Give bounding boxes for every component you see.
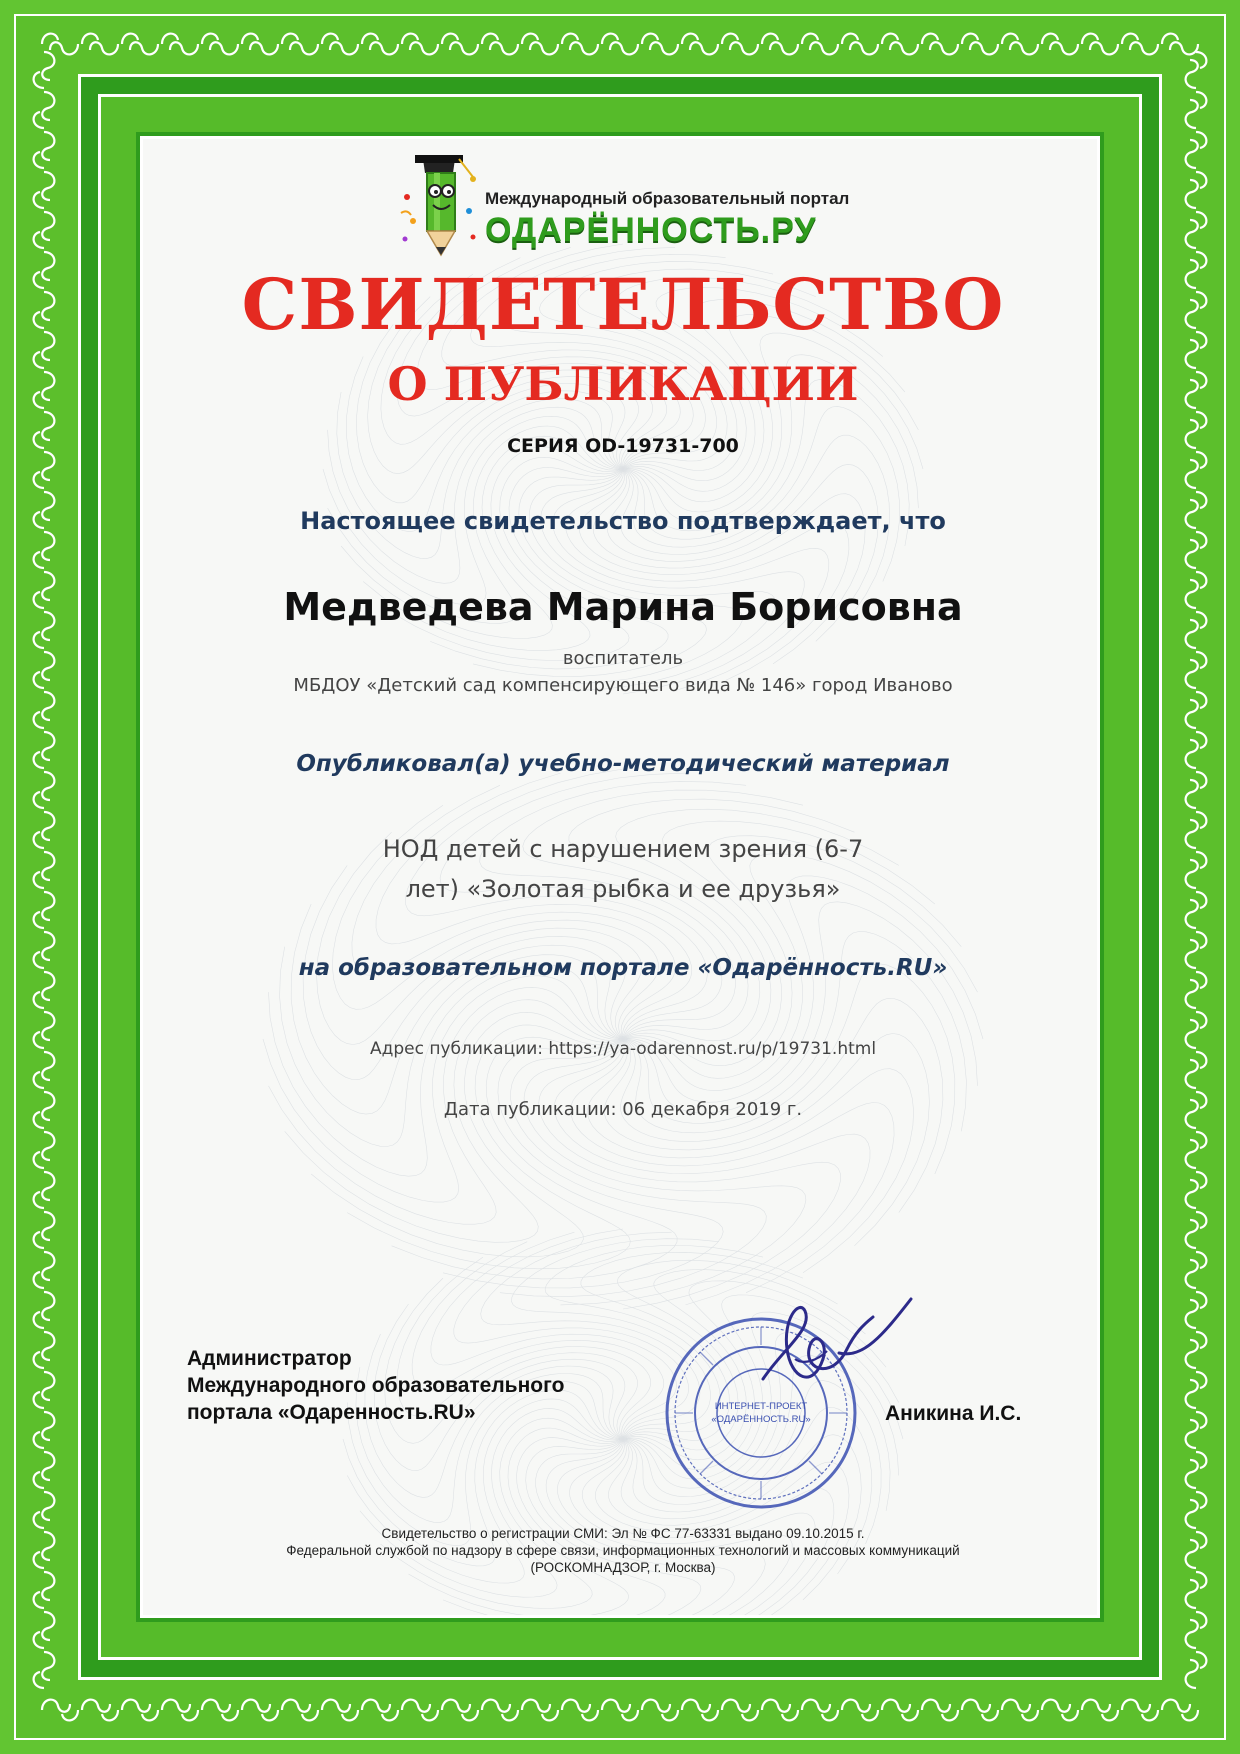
ornament-curl [1186,1412,1207,1448]
ornament-curl [162,1700,198,1721]
ornament-curl [682,34,718,55]
date-label: Дата публикации: [443,1099,617,1120]
ornament-curl [1186,132,1207,168]
ornament-curl [1122,1700,1158,1721]
ornament-curl [1162,1700,1198,1721]
ornament-curl [202,34,238,55]
ornament-curl [34,612,55,648]
ornament-curl [962,1700,998,1721]
ornament-curl [962,34,998,55]
ornament-curl [34,452,55,488]
publication-address [143,1039,1100,1059]
ornament-curl [1186,1492,1207,1528]
ornament-curl [34,492,55,528]
ornament-curl [642,1700,678,1721]
ornament-curl [1186,1372,1207,1408]
ornament-curl [1082,34,1118,55]
ornament-curl [322,1700,358,1721]
ornament-curl [602,34,638,55]
address-link[interactable]: https://ya-odarennost.ru/p/19731.html [548,1039,877,1059]
ornament-curl [802,34,838,55]
ornament-curl [1186,332,1207,368]
signature [743,1289,913,1419]
ornament-curl [34,1172,55,1208]
ornament-curl [482,1700,518,1721]
ornament-curl [1186,492,1207,528]
ornament-curl [242,1700,278,1721]
ornament-curl [162,34,198,55]
ornament-curl [34,932,55,968]
material-title: НОД детей с нарушением зрения (6-7 лет) «Золотая рыбка и ее друзья» [382,835,864,903]
admin-line-2: Международного образовательного [187,1374,565,1397]
ornament-curl [1186,212,1207,248]
admin-line-3: портала «Одаренность.RU» [187,1401,476,1424]
ornament-curl [34,532,55,568]
ornament-curl [34,332,55,368]
ornament-curl [762,1700,798,1721]
ornament-curl [1186,1332,1207,1368]
ornament-curl [34,1372,55,1408]
publication-date [143,1099,1100,1120]
ornament-curl [34,572,55,608]
ornament-curl [34,172,55,208]
ornament-curl [442,1700,478,1721]
ornament-curl [1186,1532,1207,1568]
pencil-mascot-icon [393,153,489,263]
footer-line-1: Свидетельство о регистрации СМИ: Эл № ФС 77-63331 выдано 09.10.2015 г. [381,1526,865,1541]
ornament-curl [1186,372,1207,408]
ornament-curl [1186,52,1207,88]
date-value: 06 декабря 2019 г. [622,1099,803,1120]
ornament-curl [34,1212,55,1248]
ornament-curl [562,34,598,55]
ornament-curl [82,34,118,55]
ornament-curl [402,34,438,55]
ornament-curl [242,34,278,55]
ornament-curl [1186,732,1207,768]
certificate-series: СЕРИЯ OD-19731-700 [507,435,739,457]
recipient-position: воспитатель [562,648,684,669]
ornament-curl [1002,1700,1038,1721]
ornament-curl [1186,692,1207,728]
ornament-curl [722,1700,758,1721]
ornament-curl [34,1572,55,1608]
ornament-curl [1186,1652,1207,1688]
ornament-curl [34,52,55,88]
ornament-curl [1186,772,1207,808]
ornament-curl [1186,1172,1207,1208]
ornament-curl [34,1652,55,1688]
ornament-curl [882,1700,918,1721]
ornament-curl [1186,972,1207,1008]
ornament-curl [34,1332,55,1368]
ornament-curl [34,1412,55,1448]
portal-tagline: Международный образовательный портал [485,189,850,208]
ornament-curl [34,1092,55,1128]
ornament-curl [282,34,318,55]
ornament-curl [1042,1700,1078,1721]
signer-name: Аникина И.С. [885,1402,1022,1425]
admin-line-1: Администратор [187,1347,352,1370]
ornament-curl [882,34,918,55]
ornament-curl [1186,1612,1207,1648]
ornament-curl [642,34,678,55]
ornament-curl [1186,892,1207,928]
ornament-curl [522,1700,558,1721]
ornament-curl [362,34,398,55]
ornament-curl [34,1132,55,1168]
ornament-curl [34,212,55,248]
ornament-curl [1186,812,1207,848]
ornament-curl [842,1700,878,1721]
ornament-curl [34,92,55,128]
ornament-curl [34,412,55,448]
ornament-curl [1186,1012,1207,1048]
ornament-curl [1162,34,1198,55]
footer-line-3: (РОСКОМНАДЗОР, г. Москва) [530,1560,716,1575]
certificate-title: СВИДЕТЕЛЬСТВО [241,263,1005,346]
ornament-curl [202,1700,238,1721]
ornament-curl [1186,92,1207,128]
ornament-curl [842,34,878,55]
ornament-curl [34,1052,55,1088]
ornament-curl [1186,1252,1207,1288]
ornament-curl [34,132,55,168]
certificate-subtitle: О ПУБЛИКАЦИИ [387,357,859,411]
confirmation-text: Настоящее свидетельство подтверждает, что [300,507,946,535]
ornament-curl [1186,1052,1207,1088]
seal-text-1: ИНТЕРНЕТ-ПРОЕКТ [714,1401,808,1412]
ornament-curl [34,252,55,288]
ornament-curl [1186,452,1207,488]
certificate-paper [140,136,1100,1618]
ornament-curl [42,1700,78,1721]
published-label: Опубликовал(а) учебно-методический материал [296,751,950,777]
ornament-curl [1186,852,1207,888]
address-label: Адрес публикации: [369,1039,543,1059]
ornament-curl [402,1700,438,1721]
portal-brand: ОДАРЁННОСТЬ.РУ [485,211,817,249]
ornament-curl [722,34,758,55]
recipient-organization: МБДОУ «Детский сад компенсирующего вида № 146» город Иваново [293,675,953,696]
ornament-curl [762,34,798,55]
ornament-curl [1186,412,1207,448]
ornament-curl [1186,1092,1207,1128]
ornament-curl [602,1700,638,1721]
seal-text-2: «ОДАРЁННОСТЬ.RU» [711,1414,811,1425]
ornament-curl [482,34,518,55]
ornament-curl [34,652,55,688]
ornament-curl [34,1012,55,1048]
ornament-curl [522,34,558,55]
recipient-name: Медведева Марина Борисовна [283,585,963,629]
ornament-curl [1042,34,1078,55]
registration-footer [143,1525,1100,1576]
ornament-curl [34,292,55,328]
ornament-curl [34,852,55,888]
ornament-curl [1186,1452,1207,1488]
ornament-curl [34,892,55,928]
ornament-curl [1186,652,1207,688]
ornament-curl [34,1252,55,1288]
ornament-curl [34,772,55,808]
ornament-curl [1186,172,1207,208]
ornament-curl [282,1700,318,1721]
ornament-curl [1186,252,1207,288]
footer-line-2: Федеральной службой по надзору в сфере связи, информационных технологий и массовых коммуникаций [286,1543,960,1558]
ornament-curl [34,972,55,1008]
ornament-curl [1122,34,1158,55]
ornament-curl [1002,34,1038,55]
ornament-curl [562,1700,598,1721]
ornament-curl [34,1292,55,1328]
ornament-curl [922,34,958,55]
ornament-curl [34,732,55,768]
ornament-curl [34,1492,55,1528]
ornament-curl [1186,1572,1207,1608]
ornament-curl [922,1700,958,1721]
ornament-curl [34,692,55,728]
ornament-curl [1186,1292,1207,1328]
portal-logo [393,153,853,263]
ornament-curl [34,372,55,408]
ornament-curl [34,1452,55,1488]
ornament-curl [1186,292,1207,328]
ornament-curl [1186,1212,1207,1248]
ornament-curl [1186,932,1207,968]
ornament-curl [1186,572,1207,608]
ornament-curl [802,1700,838,1721]
ornament-curl [1186,1132,1207,1168]
ornament-curl [34,1612,55,1648]
ornament-curl [1186,532,1207,568]
ornament-curl [34,1532,55,1568]
ornament-curl [1186,612,1207,648]
ornament-curl [682,1700,718,1721]
ornament-curl [1082,1700,1118,1721]
administrator-block [187,1345,627,1426]
ornament-curl [362,1700,398,1721]
ornament-curl [442,34,478,55]
ornament-curl [34,812,55,848]
ornament-curl [322,34,358,55]
portal-label: на образовательном портале «Одарённость.RU» [298,955,948,981]
ornament-curl [122,34,158,55]
ornament-curl [122,1700,158,1721]
ornament-curl [82,1700,118,1721]
